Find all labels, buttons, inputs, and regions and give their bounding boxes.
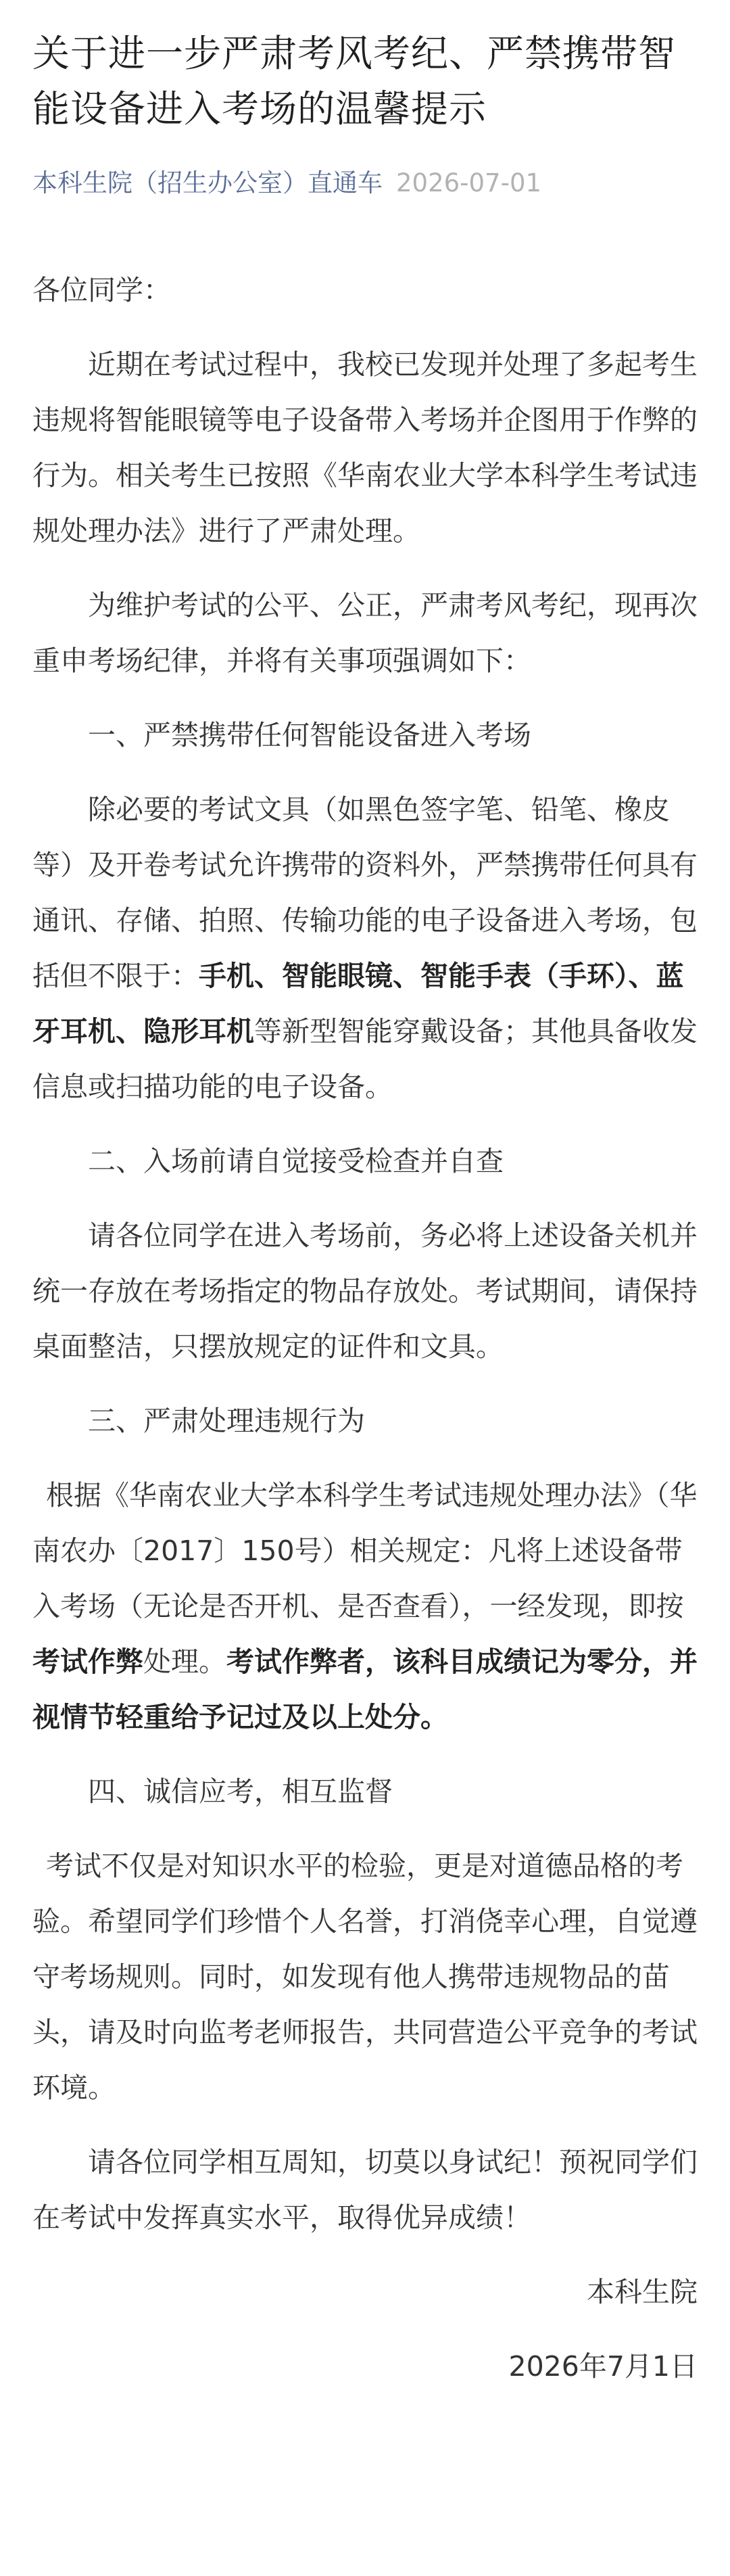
section-3-text-a: 根据《华南农业大学本科学生考试违规处理办法》（华南农办〔2017〕150号）相关规定：凡将上述设备带入考场（无论是否开机、是否查看），一经发现，即按 xyxy=(32,1479,698,1622)
section-1-text xyxy=(32,782,698,1115)
paragraph-purpose: 为维护考试的公平、公正，严肃考风考纪，现再次重申考场纪律，并将有关事项强调如下： xyxy=(32,589,698,677)
greeting: 各位同学： xyxy=(32,274,171,306)
section-1-text-a: 除必要的考试文具（如黑色签字笔、铅笔、橡皮等）及开卷考试允许携带的资料外，严禁携带任何具有通讯、存储、拍照、传输功能的电子设备进入考场，包括但不限于： xyxy=(32,793,698,992)
section-2-text: 请各位同学在进入考场前，务必将上述设备关机并统一存放在考场指定的物品存放处。考试期间，请保持桌面整洁，只摆放规定的证件和文具。 xyxy=(32,1219,698,1363)
article-body xyxy=(32,262,698,2394)
account-name-link[interactable]: 本科生院（招生办公室）直通车 xyxy=(32,168,383,197)
signature: 本科生院 xyxy=(587,2276,698,2308)
section-heading-2: 二、入场前请自觉接受检查并自查 xyxy=(88,1145,504,1177)
section-1-banned-devices: 手机、智能眼镜、智能手表（手环）、蓝牙耳机、隐形耳机 xyxy=(32,960,684,1048)
section-heading-3: 三、严肃处理违规行为 xyxy=(88,1405,365,1437)
article-meta xyxy=(32,166,698,200)
publish-date: 2026-07-01 xyxy=(396,168,542,197)
article-title: 关于进一步严肃考风考纪、严禁携带智能设备进入考场的温馨提示 xyxy=(32,32,677,131)
section-4-text: 考试不仅是对知识水平的检验，更是对道德品格的考验。希望同学们珍惜个人名誉，打消侥幸心理，自觉遵守考场规则。同时，如发现有他人携带违规物品的苗头，请及时向监考老师报告，共同营造公平竞争的考试环境。 xyxy=(32,1850,698,2104)
section-3-text-b: 处理。 xyxy=(143,1645,226,1678)
section-heading-1: 一、严禁携带任何智能设备进入考场 xyxy=(88,719,531,751)
section-3-text xyxy=(32,1468,698,1745)
section-3-penalty: 考试作弊者，该科目成绩记为零分，并视情节轻重给予记过及以上处分。 xyxy=(32,1645,698,1733)
section-3-cheating-term: 考试作弊 xyxy=(32,1645,143,1678)
section-heading-4: 四、诚信应考，相互监督 xyxy=(88,1775,393,1808)
closing-paragraph: 请各位同学相互周知，切莫以身试纪！预祝同学们在考试中发挥真实水平，取得优异成绩！ xyxy=(32,2146,698,2234)
section-1-text-b: 等新型智能穿戴设备；其他具备收发信息或扫描功能的电子设备。 xyxy=(32,1015,698,1103)
paragraph-incident: 近期在考试过程中，我校已发现并处理了多起考生违规将智能眼镜等电子设备带入考场并企图用于作弊的行为。相关考生已按照《华南农业大学本科学生考试违规处理办法》进行了严肃处理。 xyxy=(32,348,698,547)
signature-date: 2026年7月1日 xyxy=(508,2350,698,2383)
